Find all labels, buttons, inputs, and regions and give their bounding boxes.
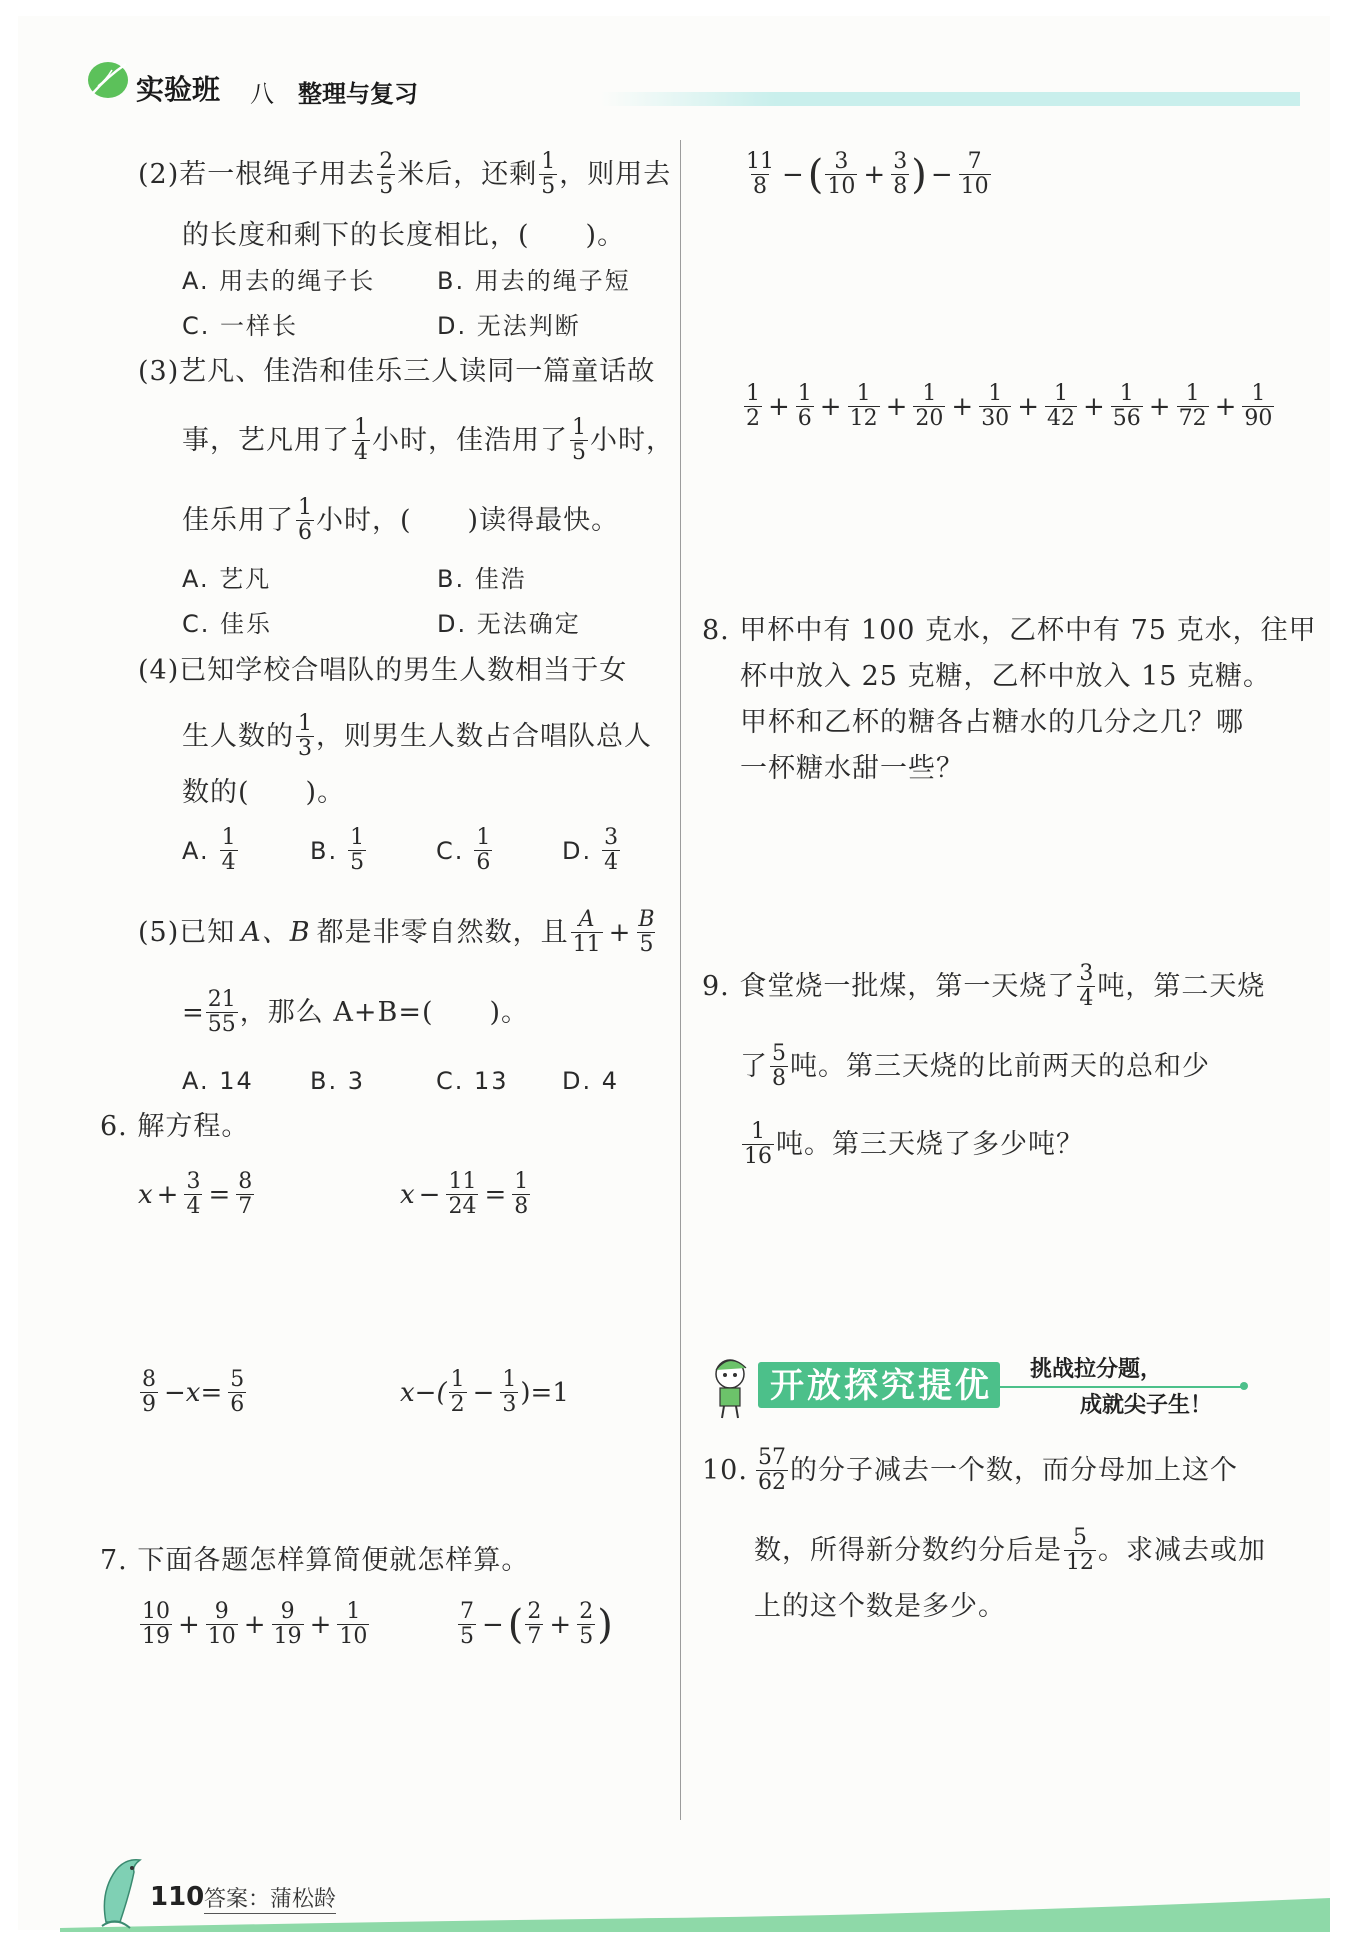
q5-4-line2: 生人数的 $\frac{1}{3}$ ，则男生人数占合唱队总人 (182, 711, 652, 761)
q7-calc-4-fraction: $\frac{1}{30}$ (981, 381, 1010, 431)
q5-2-line2: 的长度和剩下的长度相比，( )。 (182, 220, 626, 251)
chapter-title: 整理与复习 (298, 80, 418, 108)
q8-line1: 8. 甲杯中有 100 克水，乙杯中有 75 克水，往甲 (702, 615, 1317, 646)
q6-equation-2: x − $\frac{11}{24}$ = $\frac{1}{8}$ (400, 1169, 529, 1219)
q7-calc-4-plus: + (1017, 391, 1039, 422)
answer-note: 答案：蒲松龄 (204, 1882, 336, 1914)
q7-calc-1 (138, 1600, 371, 1649)
q6-equation-1: x + $\frac{3}{4}$ = $\frac{8}{7}$ (138, 1169, 253, 1219)
q5-2-option-c[interactable]: C. 一样长 (182, 312, 299, 340)
q8-line2: 杯中放入 25 克糖，乙杯中放入 15 克糖。 (740, 661, 1272, 692)
q7-calc-4-fraction: $\frac{1}{42}$ (1046, 381, 1075, 431)
q7-calc-1-plus: + (178, 1609, 200, 1640)
q7-calc-1-plus: + (243, 1609, 266, 1640)
q5-4-line3: 数的( )。 (182, 777, 346, 808)
q9-line1: 9. 食堂烧一批煤，第一天烧了 $\frac{3}{4}$ 吨，第二天烧 (702, 961, 1266, 1011)
page-number: 110 (150, 1882, 205, 1912)
q5-3-line1: (3)艺凡、佳浩和佳乐三人读同一篇童话故 (138, 356, 656, 387)
q7-calc-4-plus: + (768, 391, 790, 422)
banner-subtitle-2: 成就尖子生！ (1080, 1393, 1213, 1418)
q7-calc-4-plus: + (1148, 391, 1171, 422)
q5-3-option-b[interactable]: B. 佳浩 (437, 565, 527, 593)
q7-calc-4-plus: + (819, 391, 842, 422)
q5-2-option-b[interactable]: B. 用去的绳子短 (437, 267, 631, 295)
q7-calc-2: $\frac{7}{5}$ − ( $\frac{2}{7}$ + $\frac{2}{5}$ ) (460, 1599, 613, 1649)
q7-calc-1-fraction: $\frac{9}{19}$ (273, 1599, 302, 1649)
q6-title: 6. 解方程。 (100, 1111, 250, 1142)
q10-line3: 上的这个数是多少。 (754, 1591, 1006, 1622)
q5-3-option-d[interactable]: D. 无法确定 (437, 610, 581, 638)
q5-5-option-c[interactable]: C. 13 (436, 1067, 509, 1095)
q7-calc-4-fraction: $\frac{1}{90}$ (1244, 381, 1273, 431)
q5-4-option-c[interactable]: C. $\frac{1}{6}$ (436, 825, 491, 875)
q7-calc-4-fraction: $\frac{1}{72}$ (1178, 381, 1207, 431)
q10-line2: 数，所得新分数约分后是 $\frac{5}{12}$ 。求减去或加 (754, 1525, 1266, 1575)
q5-2-line1: (2)若一根绳子用去 $\frac{2}{5}$ 米后，还剩 $\frac{1}{5}$ ，则用去 (138, 149, 672, 199)
column-divider (680, 140, 681, 1820)
q7-calc-4-fraction: $\frac{1}{20}$ (915, 381, 944, 431)
leaf-logo-icon (86, 56, 132, 102)
banner-underline (1000, 1386, 1245, 1388)
banner-dot (1240, 1382, 1248, 1390)
q5-2-option-a[interactable]: A. 用去的绳子长 (182, 267, 376, 295)
q5-3-line3: 佳乐用了 $\frac{1}{6}$ 小时，( )读得最快。 (182, 495, 620, 545)
q5-3-option-a[interactable]: A. 艺凡 (182, 565, 272, 593)
q5-3-option-c[interactable]: C. 佳乐 (182, 610, 273, 638)
q9-line3: $\frac{1}{16}$ 吨。第三天烧了多少吨？ (744, 1119, 1084, 1169)
q5-4-option-b[interactable]: B. $\frac{1}{5}$ (310, 825, 365, 875)
q5-5-option-d[interactable]: D. 4 (562, 1067, 620, 1095)
q7-calc-4-plus: + (951, 391, 974, 422)
q7-calc-4-plus: + (1214, 391, 1237, 422)
q7-calc-1-plus: + (309, 1609, 332, 1640)
q5-5-line2: = $\frac{21}{55}$ ，那么 A+B=( )。 (182, 987, 530, 1037)
q7-calc-1-fraction: $\frac{9}{10}$ (207, 1599, 236, 1649)
kid-mascot-icon (700, 1350, 764, 1420)
q7-calc-4-fraction: $\frac{1}{2}$ (746, 381, 760, 431)
q7-calc-4-fraction: $\frac{1}{6}$ (797, 381, 812, 431)
q9-line2: 了 $\frac{5}{8}$ 吨。第三天烧的比前两天的总和少 (740, 1041, 1210, 1091)
q7-calc-4-plus: + (885, 391, 908, 422)
q5-4-option-d[interactable]: D. $\frac{3}{4}$ (562, 825, 619, 875)
q7-calc-1-fraction: $\frac{10}{19}$ (142, 1599, 170, 1649)
q7-calc-3: $\frac{11}{8}$ − ( $\frac{3}{10}$ + $\frac{3}{8}$ ) − $\frac{7}{10}$ (746, 149, 989, 199)
q5-5-option-a[interactable]: A. 14 (182, 1067, 254, 1095)
q5-4-line1: (4)已知学校合唱队的男生人数相当于女 (138, 655, 628, 686)
q8-line4: 一杯糖水甜一些？ (740, 753, 964, 784)
q7-calc-4-fraction: $\frac{1}{12}$ (849, 381, 878, 431)
q5-5-line1: (5)已知 A、B 都是非零自然数，且 $\frac{A}{11}$ + $\frac{B}{5}$ (138, 907, 655, 957)
q7-calc-4 (742, 382, 1276, 431)
q5-2-option-d[interactable]: D. 无法判断 (437, 312, 581, 340)
banner-subtitle-1: 挑战拉分题， (1030, 1357, 1163, 1382)
q5-5-option-b[interactable]: B. 3 (310, 1067, 365, 1095)
header-decor-bar (600, 92, 1300, 106)
challenge-banner (700, 1350, 1260, 1420)
brand-title: 实验班 (136, 73, 221, 106)
q7-calc-4-fraction: $\frac{1}{56}$ (1112, 381, 1141, 431)
q6-equation-3: $\frac{8}{9}$ −x= $\frac{5}{6}$ (142, 1367, 245, 1417)
q7-calc-4-plus: + (1082, 391, 1105, 422)
q7-calc-1-fraction: $\frac{1}{10}$ (339, 1599, 368, 1649)
q6-equation-4: x−( $\frac{1}{2}$ − $\frac{1}{3}$ )=1 (400, 1367, 569, 1417)
q5-4-option-a[interactable]: A. $\frac{1}{4}$ (182, 825, 236, 875)
q8-line3: 甲杯和乙杯的糖各占糖水的几分之几？哪 (740, 707, 1244, 738)
q7-title: 7. 下面各题怎样算简便就怎样算。 (100, 1545, 530, 1576)
dolphin-icon (96, 1852, 152, 1932)
banner-title: 开放探究提优 (770, 1366, 992, 1406)
q10-line1: 10. $\frac{57}{62}$ 的分子减去一个数，而分母加上这个 (702, 1445, 1238, 1495)
chapter-number: 八 (250, 80, 274, 108)
q5-3-line2: 事，艺凡用了 $\frac{1}{4}$ 小时，佳浩用了 $\frac{1}{5}$ 小时， (182, 415, 674, 465)
